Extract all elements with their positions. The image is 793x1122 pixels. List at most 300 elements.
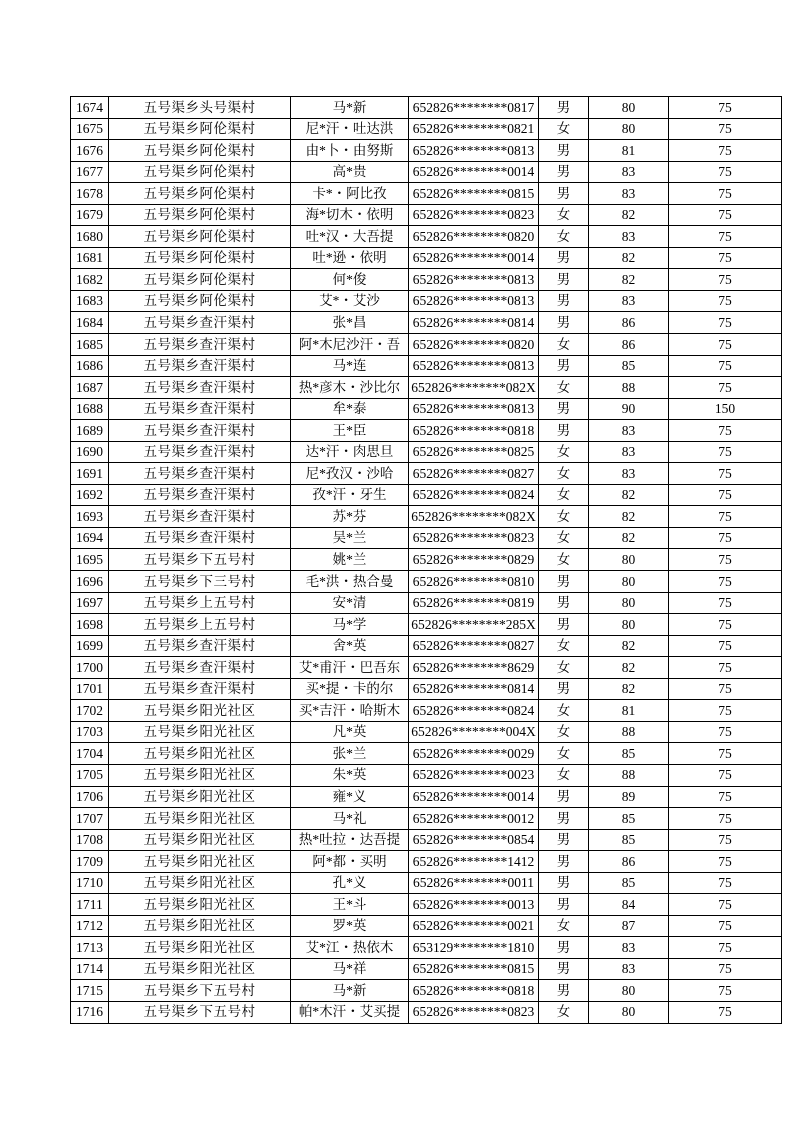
id-number-cell: 652826********0813 [409, 290, 539, 312]
row-number: 1700 [71, 657, 109, 679]
row-number: 1702 [71, 700, 109, 722]
amount-cell: 75 [669, 958, 782, 980]
amount-cell: 75 [669, 721, 782, 743]
sex-cell: 女 [539, 118, 589, 140]
sex-cell: 女 [539, 700, 589, 722]
name-cell: 孜*汗・牙生 [291, 484, 409, 506]
name-cell: 艾*江・热依木 [291, 937, 409, 959]
row-number: 1715 [71, 980, 109, 1002]
table-row [71, 635, 782, 657]
amount-cell: 75 [669, 549, 782, 571]
sex-cell: 女 [539, 484, 589, 506]
sex-cell: 女 [539, 743, 589, 765]
village-cell: 五号渠乡阳光社区 [109, 915, 291, 937]
village-cell: 五号渠乡查汗渠村 [109, 420, 291, 442]
age-cell: 86 [589, 334, 669, 356]
name-cell: 马*连 [291, 355, 409, 377]
age-cell: 83 [589, 937, 669, 959]
name-cell: 达*汗・肉思旦 [291, 441, 409, 463]
table-row [71, 851, 782, 873]
sex-cell: 男 [539, 571, 589, 593]
table-row [71, 872, 782, 894]
name-cell: 海*切木・依明 [291, 204, 409, 226]
id-number-cell: 652826********004X [409, 721, 539, 743]
age-cell: 80 [589, 118, 669, 140]
id-number-cell: 652826********0823 [409, 1001, 539, 1023]
row-number: 1697 [71, 592, 109, 614]
table-row [71, 97, 782, 119]
table-row [71, 463, 782, 485]
name-cell: 马*祥 [291, 958, 409, 980]
name-cell: 王*臣 [291, 420, 409, 442]
table-row [71, 204, 782, 226]
sex-cell: 男 [539, 355, 589, 377]
sex-cell: 女 [539, 463, 589, 485]
sex-cell: 女 [539, 721, 589, 743]
name-cell: 雍*义 [291, 786, 409, 808]
age-cell: 80 [589, 1001, 669, 1023]
village-cell: 五号渠乡阳光社区 [109, 743, 291, 765]
village-cell: 五号渠乡阿伦渠村 [109, 118, 291, 140]
amount-cell: 75 [669, 183, 782, 205]
name-cell: 阿*木尼沙汗・吾 [291, 334, 409, 356]
id-number-cell: 652826********0823 [409, 527, 539, 549]
age-cell: 85 [589, 872, 669, 894]
amount-cell: 75 [669, 743, 782, 765]
amount-cell: 75 [669, 355, 782, 377]
row-number: 1701 [71, 678, 109, 700]
sex-cell: 男 [539, 247, 589, 269]
table-row [71, 980, 782, 1002]
table-row [71, 527, 782, 549]
age-cell: 81 [589, 140, 669, 162]
name-cell: 罗*英 [291, 915, 409, 937]
age-cell: 89 [589, 786, 669, 808]
amount-cell: 75 [669, 377, 782, 399]
roster-body [71, 97, 782, 1024]
id-number-cell: 652826********0023 [409, 764, 539, 786]
sex-cell: 女 [539, 657, 589, 679]
sex-cell: 男 [539, 312, 589, 334]
age-cell: 82 [589, 247, 669, 269]
table-row [71, 614, 782, 636]
id-number-cell: 652826********0011 [409, 872, 539, 894]
amount-cell: 75 [669, 764, 782, 786]
village-cell: 五号渠乡下五号村 [109, 980, 291, 1002]
age-cell: 82 [589, 657, 669, 679]
amount-cell: 75 [669, 118, 782, 140]
id-number-cell: 652826********0825 [409, 441, 539, 463]
table-row [71, 161, 782, 183]
amount-cell: 150 [669, 398, 782, 420]
sex-cell: 女 [539, 549, 589, 571]
village-cell: 五号渠乡阳光社区 [109, 808, 291, 830]
sex-cell: 男 [539, 829, 589, 851]
id-number-cell: 652826********8629 [409, 657, 539, 679]
age-cell: 84 [589, 894, 669, 916]
age-cell: 82 [589, 204, 669, 226]
row-number: 1679 [71, 204, 109, 226]
table-row [71, 312, 782, 334]
row-number: 1685 [71, 334, 109, 356]
row-number: 1691 [71, 463, 109, 485]
name-cell: 王*斗 [291, 894, 409, 916]
id-number-cell: 652826********0813 [409, 398, 539, 420]
row-number: 1688 [71, 398, 109, 420]
village-cell: 五号渠乡查汗渠村 [109, 657, 291, 679]
village-cell: 五号渠乡阳光社区 [109, 764, 291, 786]
amount-cell: 75 [669, 571, 782, 593]
village-cell: 五号渠乡上五号村 [109, 614, 291, 636]
name-cell: 买*吉汗・哈斯木 [291, 700, 409, 722]
age-cell: 86 [589, 851, 669, 873]
sex-cell: 女 [539, 1001, 589, 1023]
village-cell: 五号渠乡阳光社区 [109, 958, 291, 980]
amount-cell: 75 [669, 614, 782, 636]
table-row [71, 808, 782, 830]
table-row [71, 484, 782, 506]
id-number-cell: 652826********0814 [409, 312, 539, 334]
row-number: 1690 [71, 441, 109, 463]
age-cell: 81 [589, 700, 669, 722]
row-number: 1706 [71, 786, 109, 808]
id-number-cell: 652826********0014 [409, 161, 539, 183]
table-row [71, 290, 782, 312]
age-cell: 82 [589, 635, 669, 657]
sex-cell: 男 [539, 851, 589, 873]
amount-cell: 75 [669, 700, 782, 722]
name-cell: 毛*洪・热合曼 [291, 571, 409, 593]
amount-cell: 75 [669, 334, 782, 356]
id-number-cell: 652826********0824 [409, 484, 539, 506]
table-row [71, 420, 782, 442]
row-number: 1694 [71, 527, 109, 549]
table-row [71, 743, 782, 765]
age-cell: 80 [589, 592, 669, 614]
age-cell: 83 [589, 290, 669, 312]
sex-cell: 女 [539, 226, 589, 248]
row-number: 1708 [71, 829, 109, 851]
age-cell: 90 [589, 398, 669, 420]
id-number-cell: 652826********0813 [409, 269, 539, 291]
id-number-cell: 652826********0827 [409, 463, 539, 485]
row-number: 1676 [71, 140, 109, 162]
village-cell: 五号渠乡阳光社区 [109, 894, 291, 916]
age-cell: 80 [589, 614, 669, 636]
sex-cell: 女 [539, 764, 589, 786]
table-row [71, 269, 782, 291]
id-number-cell: 652826********0814 [409, 678, 539, 700]
row-number: 1683 [71, 290, 109, 312]
id-number-cell: 652826********0821 [409, 118, 539, 140]
row-number: 1681 [71, 247, 109, 269]
row-number: 1705 [71, 764, 109, 786]
table-row [71, 334, 782, 356]
name-cell: 张*兰 [291, 743, 409, 765]
sex-cell: 男 [539, 980, 589, 1002]
village-cell: 五号渠乡查汗渠村 [109, 463, 291, 485]
name-cell: 吴*兰 [291, 527, 409, 549]
row-number: 1674 [71, 97, 109, 119]
amount-cell: 75 [669, 829, 782, 851]
amount-cell: 75 [669, 312, 782, 334]
row-number: 1704 [71, 743, 109, 765]
sex-cell: 女 [539, 635, 589, 657]
amount-cell: 75 [669, 420, 782, 442]
amount-cell: 75 [669, 269, 782, 291]
sex-cell: 男 [539, 269, 589, 291]
amount-cell: 75 [669, 786, 782, 808]
amount-cell: 75 [669, 657, 782, 679]
row-number: 1687 [71, 377, 109, 399]
sex-cell: 女 [539, 527, 589, 549]
age-cell: 80 [589, 97, 669, 119]
amount-cell: 75 [669, 290, 782, 312]
village-cell: 五号渠乡阿伦渠村 [109, 290, 291, 312]
village-cell: 五号渠乡阿伦渠村 [109, 269, 291, 291]
village-cell: 五号渠乡查汗渠村 [109, 377, 291, 399]
name-cell: 张*昌 [291, 312, 409, 334]
village-cell: 五号渠乡查汗渠村 [109, 506, 291, 528]
village-cell: 五号渠乡阿伦渠村 [109, 183, 291, 205]
row-number: 1707 [71, 808, 109, 830]
table-row [71, 786, 782, 808]
sex-cell: 男 [539, 97, 589, 119]
village-cell: 五号渠乡下三号村 [109, 571, 291, 593]
sex-cell: 女 [539, 506, 589, 528]
name-cell: 买*提・卡的尔 [291, 678, 409, 700]
name-cell: 马*学 [291, 614, 409, 636]
village-cell: 五号渠乡查汗渠村 [109, 678, 291, 700]
id-number-cell: 652826********0818 [409, 420, 539, 442]
sex-cell: 男 [539, 786, 589, 808]
id-number-cell: 652826********0820 [409, 226, 539, 248]
id-number-cell: 652826********0817 [409, 97, 539, 119]
table-row [71, 140, 782, 162]
name-cell: 热*吐拉・达吾提 [291, 829, 409, 851]
row-number: 1699 [71, 635, 109, 657]
row-number: 1716 [71, 1001, 109, 1023]
village-cell: 五号渠乡阳光社区 [109, 786, 291, 808]
amount-cell: 75 [669, 872, 782, 894]
table-row [71, 571, 782, 593]
id-number-cell: 652826********0029 [409, 743, 539, 765]
table-row [71, 355, 782, 377]
id-number-cell: 652826********0810 [409, 571, 539, 593]
age-cell: 82 [589, 506, 669, 528]
amount-cell: 75 [669, 635, 782, 657]
name-cell: 吐*逊・依明 [291, 247, 409, 269]
name-cell: 牟*泰 [291, 398, 409, 420]
age-cell: 83 [589, 420, 669, 442]
village-cell: 五号渠乡下五号村 [109, 1001, 291, 1023]
id-number-cell: 652826********0854 [409, 829, 539, 851]
sex-cell: 男 [539, 894, 589, 916]
row-number: 1712 [71, 915, 109, 937]
name-cell: 尼*孜汉・沙哈 [291, 463, 409, 485]
sex-cell: 男 [539, 958, 589, 980]
sex-cell: 男 [539, 290, 589, 312]
name-cell: 马*礼 [291, 808, 409, 830]
age-cell: 88 [589, 721, 669, 743]
table-row [71, 226, 782, 248]
amount-cell: 75 [669, 226, 782, 248]
table-row [71, 915, 782, 937]
name-cell: 热*彦木・沙比尔 [291, 377, 409, 399]
village-cell: 五号渠乡下五号村 [109, 549, 291, 571]
village-cell: 五号渠乡阿伦渠村 [109, 204, 291, 226]
name-cell: 凡*英 [291, 721, 409, 743]
village-cell: 五号渠乡查汗渠村 [109, 484, 291, 506]
row-number: 1682 [71, 269, 109, 291]
sex-cell: 女 [539, 377, 589, 399]
amount-cell: 75 [669, 161, 782, 183]
id-number-cell: 652826********0013 [409, 894, 539, 916]
row-number: 1680 [71, 226, 109, 248]
sex-cell: 男 [539, 161, 589, 183]
table-row [71, 506, 782, 528]
sex-cell: 男 [539, 937, 589, 959]
amount-cell: 75 [669, 915, 782, 937]
row-number: 1684 [71, 312, 109, 334]
row-number: 1678 [71, 183, 109, 205]
row-number: 1686 [71, 355, 109, 377]
id-number-cell: 652826********0813 [409, 140, 539, 162]
id-number-cell: 652826********285X [409, 614, 539, 636]
amount-cell: 75 [669, 463, 782, 485]
table-row [71, 958, 782, 980]
table-row [71, 829, 782, 851]
id-number-cell: 652826********0829 [409, 549, 539, 571]
village-cell: 五号渠乡查汗渠村 [109, 527, 291, 549]
amount-cell: 75 [669, 97, 782, 119]
age-cell: 83 [589, 183, 669, 205]
table-row [71, 937, 782, 959]
village-cell: 五号渠乡头号渠村 [109, 97, 291, 119]
row-number: 1713 [71, 937, 109, 959]
sex-cell: 男 [539, 872, 589, 894]
name-cell: 何*俊 [291, 269, 409, 291]
table-row [71, 894, 782, 916]
roster-table [70, 96, 782, 1024]
id-number-cell: 652826********0819 [409, 592, 539, 614]
table-row [71, 118, 782, 140]
name-cell: 阿*都・买明 [291, 851, 409, 873]
table-row [71, 441, 782, 463]
age-cell: 82 [589, 484, 669, 506]
name-cell: 孔*义 [291, 872, 409, 894]
age-cell: 85 [589, 743, 669, 765]
age-cell: 83 [589, 226, 669, 248]
row-number: 1695 [71, 549, 109, 571]
village-cell: 五号渠乡阳光社区 [109, 937, 291, 959]
name-cell: 马*新 [291, 980, 409, 1002]
id-number-cell: 652826********0014 [409, 247, 539, 269]
amount-cell: 75 [669, 484, 782, 506]
village-cell: 五号渠乡阿伦渠村 [109, 226, 291, 248]
amount-cell: 75 [669, 204, 782, 226]
age-cell: 88 [589, 377, 669, 399]
age-cell: 80 [589, 980, 669, 1002]
id-number-cell: 653129********1810 [409, 937, 539, 959]
name-cell: 由*卜・由努斯 [291, 140, 409, 162]
id-number-cell: 652826********0820 [409, 334, 539, 356]
village-cell: 五号渠乡阿伦渠村 [109, 247, 291, 269]
table-row [71, 764, 782, 786]
age-cell: 85 [589, 808, 669, 830]
village-cell: 五号渠乡查汗渠村 [109, 635, 291, 657]
table-row [71, 592, 782, 614]
name-cell: 舍*英 [291, 635, 409, 657]
name-cell: 尼*汗・吐达洪 [291, 118, 409, 140]
name-cell: 艾*・艾沙 [291, 290, 409, 312]
row-number: 1711 [71, 894, 109, 916]
village-cell: 五号渠乡查汗渠村 [109, 334, 291, 356]
row-number: 1689 [71, 420, 109, 442]
age-cell: 80 [589, 571, 669, 593]
village-cell: 五号渠乡查汗渠村 [109, 441, 291, 463]
id-number-cell: 652826********0014 [409, 786, 539, 808]
sex-cell: 男 [539, 614, 589, 636]
row-number: 1698 [71, 614, 109, 636]
name-cell: 朱*英 [291, 764, 409, 786]
amount-cell: 75 [669, 808, 782, 830]
village-cell: 五号渠乡查汗渠村 [109, 312, 291, 334]
age-cell: 82 [589, 527, 669, 549]
row-number: 1709 [71, 851, 109, 873]
amount-cell: 75 [669, 441, 782, 463]
sex-cell: 女 [539, 204, 589, 226]
name-cell: 苏*芬 [291, 506, 409, 528]
row-number: 1693 [71, 506, 109, 528]
id-number-cell: 652826********0021 [409, 915, 539, 937]
table-row [71, 1001, 782, 1023]
amount-cell: 75 [669, 247, 782, 269]
age-cell: 82 [589, 678, 669, 700]
id-number-cell: 652826********0827 [409, 635, 539, 657]
village-cell: 五号渠乡阳光社区 [109, 721, 291, 743]
sex-cell: 女 [539, 915, 589, 937]
sex-cell: 男 [539, 808, 589, 830]
sex-cell: 男 [539, 398, 589, 420]
row-number: 1710 [71, 872, 109, 894]
table-row [71, 247, 782, 269]
id-number-cell: 652826********0815 [409, 958, 539, 980]
village-cell: 五号渠乡阳光社区 [109, 851, 291, 873]
age-cell: 82 [589, 269, 669, 291]
village-cell: 五号渠乡查汗渠村 [109, 355, 291, 377]
row-number: 1714 [71, 958, 109, 980]
village-cell: 五号渠乡阳光社区 [109, 829, 291, 851]
sex-cell: 女 [539, 334, 589, 356]
age-cell: 87 [589, 915, 669, 937]
id-number-cell: 652826********0823 [409, 204, 539, 226]
amount-cell: 75 [669, 894, 782, 916]
id-number-cell: 652826********0012 [409, 808, 539, 830]
name-cell: 姚*兰 [291, 549, 409, 571]
age-cell: 86 [589, 312, 669, 334]
village-cell: 五号渠乡上五号村 [109, 592, 291, 614]
name-cell: 吐*汉・大吾提 [291, 226, 409, 248]
amount-cell: 75 [669, 140, 782, 162]
age-cell: 83 [589, 161, 669, 183]
name-cell: 卡*・阿比孜 [291, 183, 409, 205]
table-row [71, 678, 782, 700]
sex-cell: 男 [539, 183, 589, 205]
amount-cell: 75 [669, 678, 782, 700]
name-cell: 高*贵 [291, 161, 409, 183]
amount-cell: 75 [669, 980, 782, 1002]
